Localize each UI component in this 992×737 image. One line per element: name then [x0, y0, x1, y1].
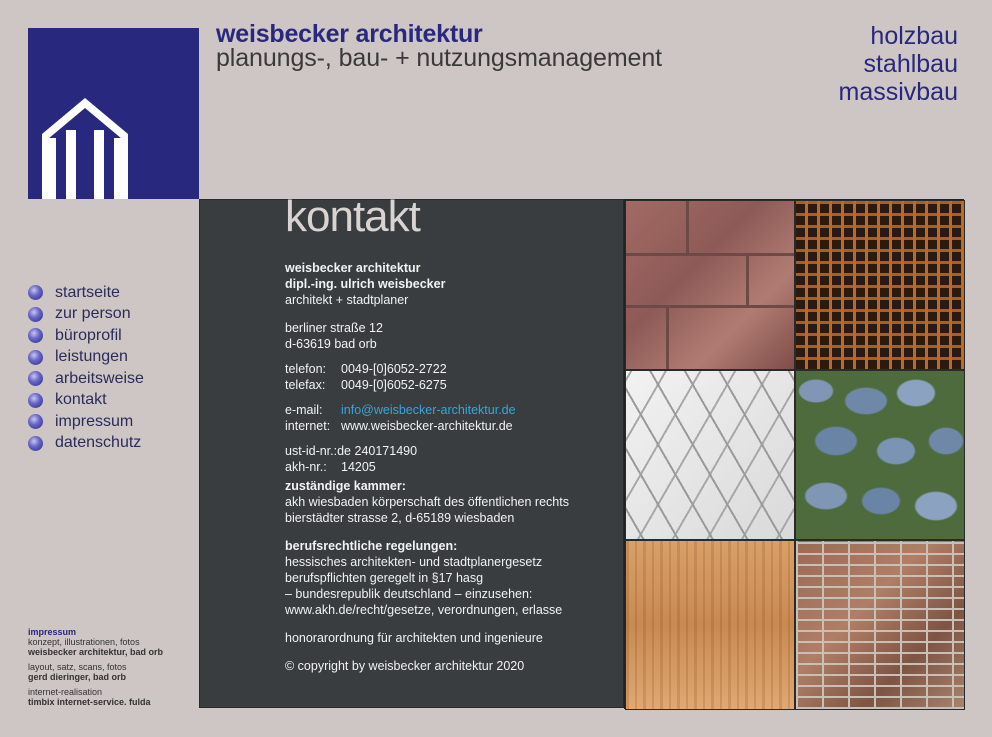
- nav-label: impressum: [55, 412, 134, 430]
- credits-line: konzept, illustrationen, fotos: [28, 637, 140, 647]
- rules-line: hessisches architekten- und stadtplanergesetz: [285, 555, 543, 569]
- trade-massivbau: massivbau: [838, 78, 958, 106]
- rules-line: berufspflichten geregelt in §17 hasg: [285, 571, 484, 585]
- credits: [28, 627, 198, 707]
- address-street: berliner straße 12: [285, 321, 383, 335]
- nav-item-datenschutz[interactable]: [28, 433, 144, 455]
- nav-label: startseite: [55, 283, 120, 301]
- internet-row: [285, 418, 615, 434]
- fax-row: [285, 377, 615, 393]
- fee-line: honorarordnung für architekten und ingenieure: [285, 631, 543, 645]
- rules-line: – bundesrepublik deutschland – einzusehen:: [285, 587, 533, 601]
- house-logo-icon: [42, 98, 128, 199]
- fax-value: 0049-[0]6052-6275: [341, 378, 447, 392]
- bullet-icon: [28, 414, 43, 429]
- material-gallery: [624, 199, 964, 709]
- bullet-icon: [28, 307, 43, 322]
- copyright: © copyright by weisbecker architektur 2020: [285, 659, 525, 673]
- credits-line: layout, satz, scans, fotos: [28, 662, 127, 672]
- bullet-icon: [28, 393, 43, 408]
- address-city: d-63619 bad orb: [285, 337, 377, 351]
- rules-line: www.akh.de/recht/gesetze, verordnungen, erlasse: [285, 603, 563, 617]
- nav-label: büroprofil: [55, 326, 122, 344]
- person-role: architekt + stadtplaner: [285, 293, 409, 307]
- nav-item-bueroprofil[interactable]: [28, 325, 144, 347]
- internet-label: internet:: [285, 419, 331, 433]
- nav-label: kontakt: [55, 391, 107, 409]
- brand-subtitle: planungs-, bau- + nutzungsmanagement: [216, 44, 663, 72]
- akh-value: 14205: [341, 460, 376, 474]
- company-name: weisbecker architektur: [285, 261, 421, 275]
- cobblestone-image: [795, 370, 965, 540]
- person-name: dipl.-ing. ulrich weisbecker: [285, 277, 446, 291]
- page-title: kontakt: [285, 192, 420, 241]
- internet-value: www.weisbecker-architektur.de: [341, 419, 513, 433]
- bullet-icon: [28, 285, 43, 300]
- credits-title: impressum: [28, 627, 77, 637]
- sandstone-wall-image: [625, 200, 795, 370]
- akh-row: [285, 459, 615, 475]
- nav-item-kontakt[interactable]: [28, 390, 144, 412]
- nav-label: datenschutz: [55, 434, 142, 452]
- checker-plate-image: [625, 370, 795, 540]
- akh-label: akh-nr.:: [285, 460, 327, 474]
- wood-grain-image: [625, 540, 795, 710]
- ustid-label: ust-id-nr.:: [285, 444, 338, 458]
- phone-value: 0049-[0]6052-2722: [341, 362, 447, 376]
- chamber-line: bierstädter strasse 2, d-65189 wiesbaden: [285, 511, 515, 525]
- credits-line: weisbecker architektur, bad orb: [28, 647, 164, 657]
- bullet-icon: [28, 436, 43, 451]
- bullet-icon: [28, 371, 43, 386]
- credits-line: gerd dieringer, bad orb: [28, 672, 127, 682]
- nav-label: leistungen: [55, 348, 128, 366]
- main-nav: [28, 282, 144, 454]
- trade-holzbau: holzbau: [870, 22, 958, 50]
- brand-title: weisbecker architektur: [216, 20, 483, 48]
- fax-label: telefax:: [285, 378, 326, 392]
- chamber-heading: zuständige kammer:: [285, 479, 406, 493]
- bullet-icon: [28, 328, 43, 343]
- nav-item-impressum[interactable]: [28, 411, 144, 433]
- nav-item-startseite[interactable]: [28, 282, 144, 304]
- phone-row: [285, 361, 615, 377]
- trade-stahlbau: stahlbau: [863, 50, 958, 78]
- nav-item-leistungen[interactable]: [28, 347, 144, 369]
- email-link[interactable]: info@weisbecker-architektur.de: [341, 403, 516, 417]
- credits-line: internet-realisation: [28, 687, 103, 697]
- phone-label: telefon:: [285, 362, 327, 376]
- credits-line: timbix internet-service. fulda: [28, 697, 151, 707]
- brick-wall-image: [795, 540, 965, 710]
- logo[interactable]: [28, 28, 199, 199]
- nav-label: zur person: [55, 305, 131, 323]
- chamber-line: akh wiesbaden körperschaft des öffentlichen rechts: [285, 495, 569, 509]
- trades-list: [839, 22, 959, 106]
- email-label: e-mail:: [285, 403, 323, 417]
- rules-heading: berufsrechtliche regelungen:: [285, 539, 458, 553]
- ustid-row: [285, 443, 615, 459]
- email-row: [285, 402, 615, 418]
- nav-item-arbeitsweise[interactable]: [28, 368, 144, 390]
- nav-label: arbeitsweise: [55, 369, 144, 387]
- nav-item-zur-person[interactable]: [28, 304, 144, 326]
- rebar-mesh-image: [795, 200, 965, 370]
- ustid-value: de 240171490: [337, 444, 418, 458]
- contact-panel: [199, 192, 624, 708]
- bullet-icon: [28, 350, 43, 365]
